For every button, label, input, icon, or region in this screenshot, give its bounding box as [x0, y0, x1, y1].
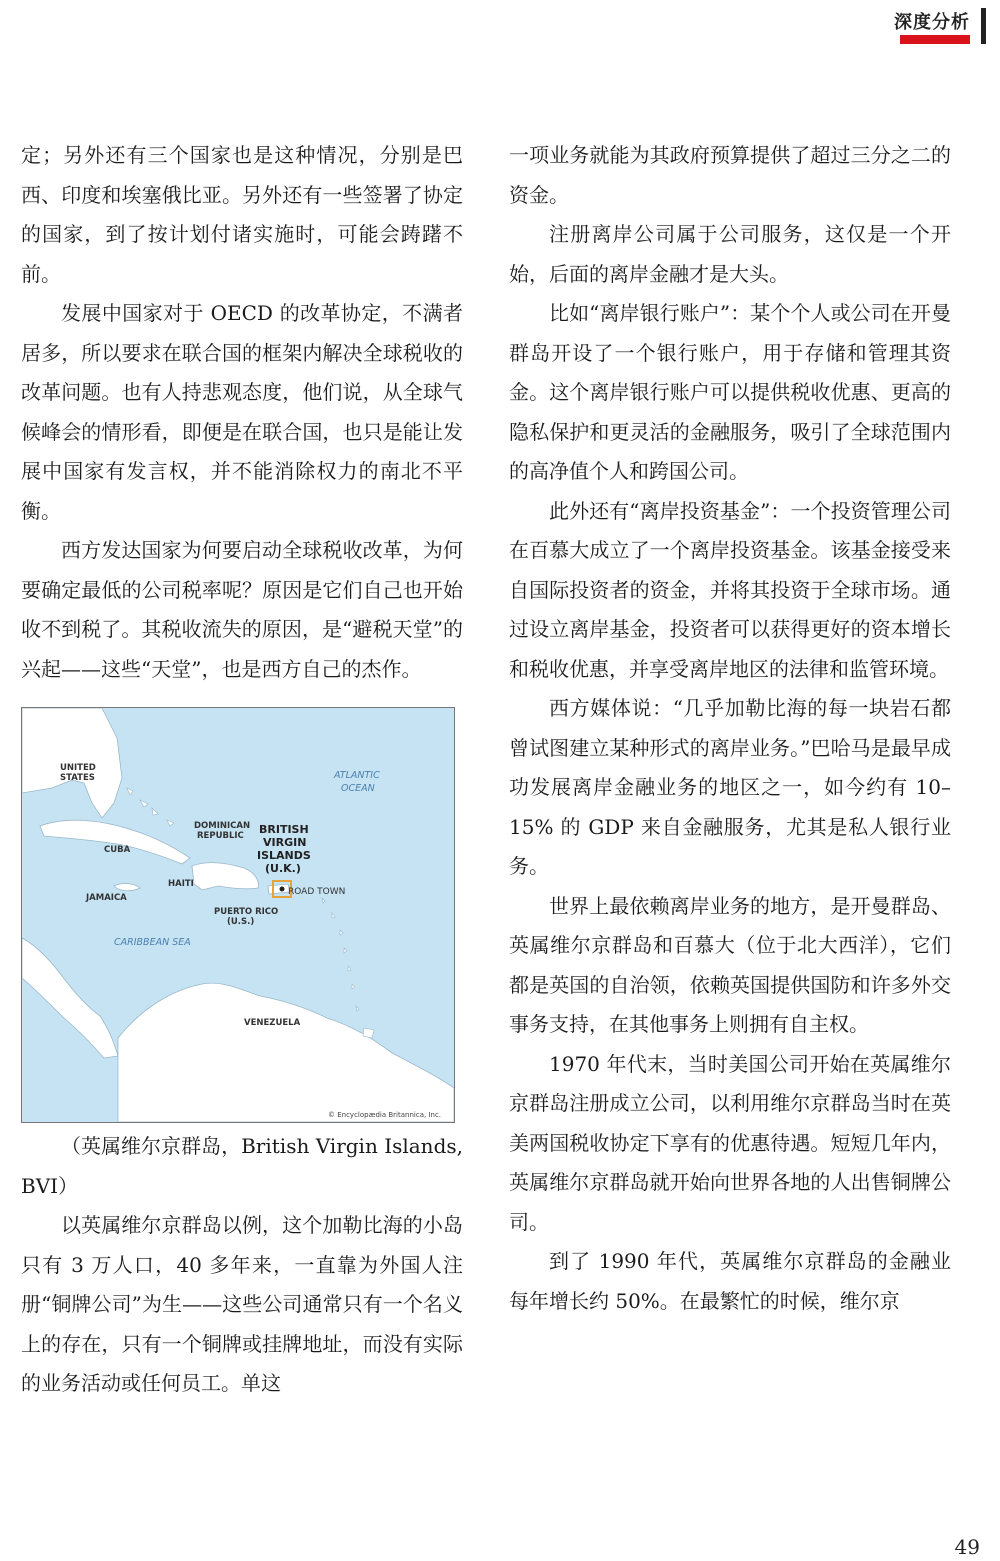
map-label-atlantic: ATLANTIC OCEAN [334, 770, 380, 794]
paragraph: 1970 年代末，当时美国公司开始在英属维尔京群岛注册成立公司，以利用维尔京群岛当时在英美两国税收协定下享有的优惠待遇。短短几年内，英属维尔京群岛就开始向世界各地的人出售铜牌公司。 [509, 1051, 951, 1234]
map-credit: © Encyclopædia Britannica, Inc. [328, 1111, 442, 1119]
map-label-puerto-rico: PUERTO RICO (U.S.) [214, 907, 279, 927]
map-label-cuba: CUBA [104, 845, 131, 855]
paragraph: 发展中国家对于 OECD 的改革协定，不满者居多，所以要求在联合国的框架内解决全球税收的改革问题。也有人持悲观态度，他们说，从全球气候峰会的情形看，即便是在联合国，也只是能让发展中国家有发言权，并不能消除权力的南北不平衡。 [21, 301, 463, 523]
map-caption: （英属维尔京群岛，British Virgin Islands, BVI） [21, 1134, 463, 1198]
section-header-vertical-bar [981, 8, 986, 44]
paragraph: 西方发达国家为何要启动全球税收改革，为何要确定最低的公司税率呢？原因是它们自己也开始收不到税了。其税收流失的原因，是“避税天堂”的兴起——这些“天堂”，也是西方自己的杰作。 [21, 538, 463, 681]
section-header-label: 深度分析 [894, 12, 970, 33]
map-label-jamaica: JAMAICA [86, 893, 127, 903]
paragraph: 世界上最依赖离岸业务的地方，是开曼群岛、英属维尔京群岛和百慕大（位于北大西洋），它们都是英国的自治领，依赖英国提供国防和许多外交事务支持，在其他事务上则拥有自主权。 [509, 893, 951, 1036]
trinidad [363, 1028, 374, 1038]
right-column [509, 136, 951, 1321]
road-town-marker [280, 887, 285, 892]
paragraph: 一项业务就能为其政府预算提供了超过三分之二的资金。 [509, 143, 951, 207]
paragraph: 此外还有“离岸投资基金”：一个投资管理公司在百慕大成立了一个离岸投资基金。该基金接受来自国际投资者的资金，并将其投资于全球市场。通过设立离岸基金，投资者可以获得更好的资本增长和税收优惠，并享受离岸地区的法律和监管环境。 [509, 498, 951, 681]
paragraph: 定；另外还有三个国家也是这种情况，分别是巴西、印度和埃塞俄比亚。另外还有一些签署了协定的国家，到了按计划付诸实施时，可能会踌躇不前。 [21, 143, 463, 286]
paragraph: 比如“离岸银行账户”：某个个人或公司在开曼群岛开设了一个银行账户，用于存储和管理其资金。这个离岸银行账户可以提供税收优惠、更高的隐私保护和更灵活的金融服务，吸引了全球范围内的高净值个人和跨国公司。 [509, 301, 951, 483]
map-label-bvi: BRITISH VIRGIN ISLANDS (U.K.) [257, 823, 311, 875]
puerto-rico [268, 884, 290, 894]
section-header-accent-bar [900, 35, 970, 44]
page-number: 49 [954, 1535, 980, 1559]
left-column [21, 136, 463, 1404]
map-label-dominican: DOMINICAN REPUBLIC [194, 821, 251, 841]
paragraph: 以英属维尔京群岛以例，这个加勒比海的小岛只有 3 万人口，40 多年来，一直靠为外国人注册“铜牌公司”为生——这些公司通常只有一个名义上的存在，只有一个铜牌或挂牌地址，而没有实际的业务活动或任何员工。单这 [21, 1213, 463, 1395]
caribbean-map [21, 707, 455, 1123]
map-label-venezuela: VENEZUELA [244, 1018, 301, 1028]
map-label-caribbean: CARIBBEAN SEA [114, 937, 191, 948]
map-label-usa: UNITED STATES [60, 763, 96, 783]
paragraph: 西方媒体说：“几乎加勒比海的每一块岩石都曾试图建立某种形式的离岸业务。”巴哈马是最早成功发展离岸金融业务的地区之一，如今约有 10–15% 的 GDP 来自金融服务，尤其是私人银行业务。 [509, 696, 951, 878]
paragraph: 到了 1990 年代，英属维尔京群岛的金融业每年增长约 50%。在最繁忙的时候，维尔京 [509, 1249, 951, 1313]
paragraph: 注册离岸公司属于公司服务，这仅是一个开始，后面的离岸金融才是大头。 [509, 222, 951, 286]
map-label-haiti: HAITI [168, 879, 194, 889]
map-label-road-town: ROAD TOWN [288, 887, 346, 897]
